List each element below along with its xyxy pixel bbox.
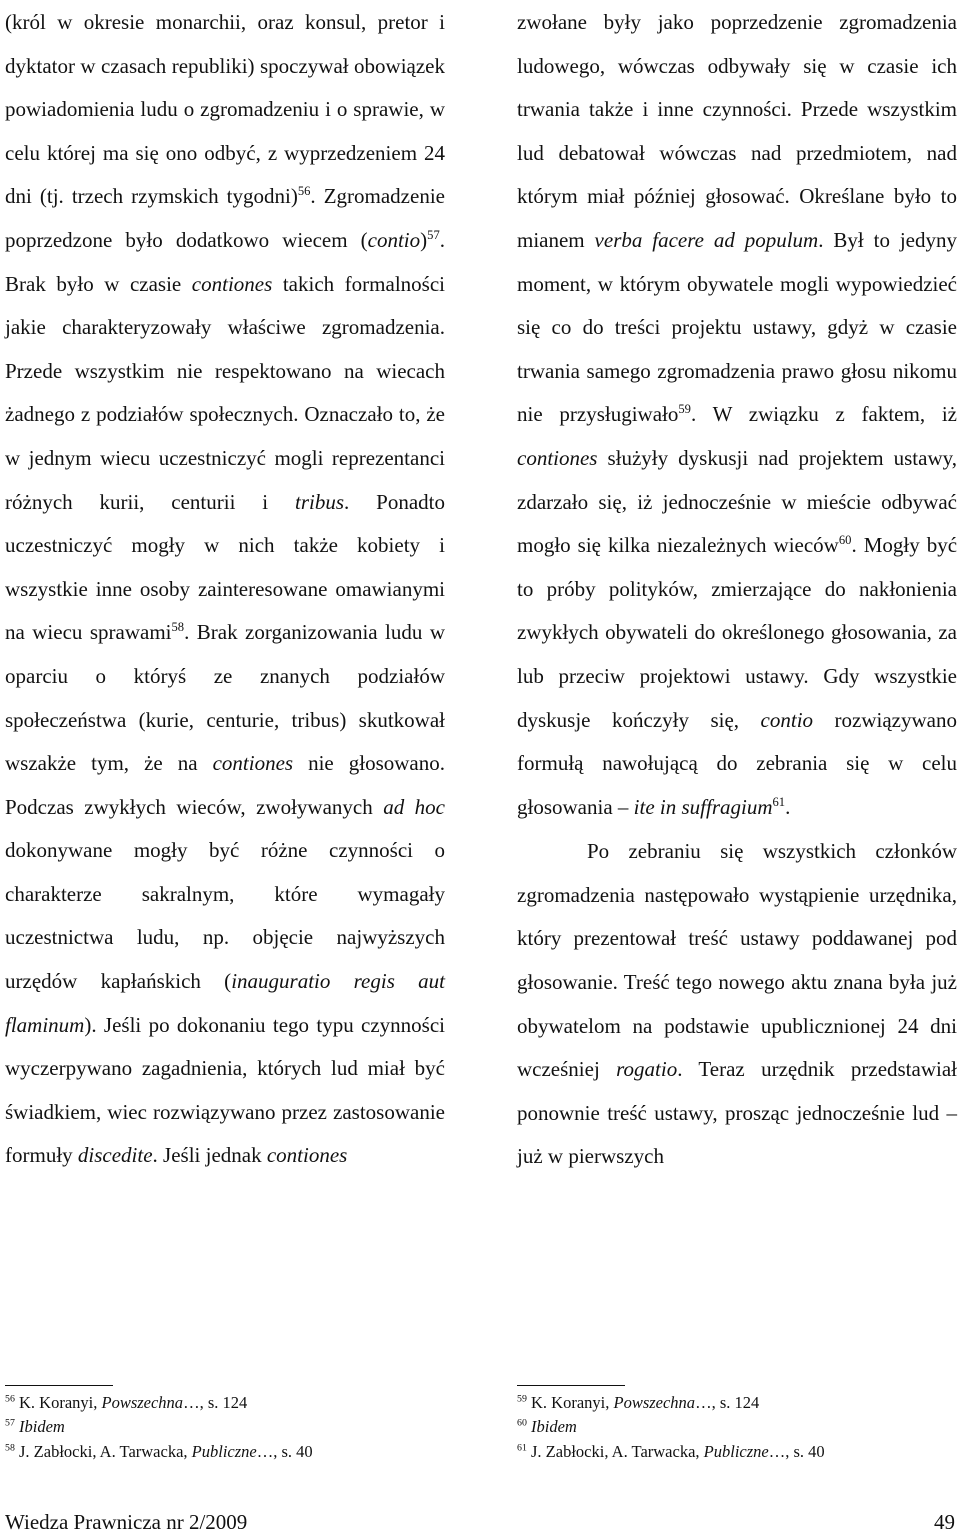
right-footnotes: [517, 1385, 957, 1464]
footnote-ref-58: 58: [171, 620, 185, 635]
footnote-58: $^{58}$ J. Zabłocki, A. Tarwacka, Publiczne…, s. 40: [5, 1441, 313, 1461]
left-column: [5, 0, 445, 1178]
footnote-ref-60: 60: [838, 533, 852, 548]
footnote-ref-61: 61: [772, 794, 786, 809]
footnote-ref-59: 59: [678, 402, 691, 417]
footnote-59: $^{59}$ K. Koranyi, Powszechna…, s. 124: [517, 1393, 760, 1412]
right-paragraph-2: Po zebraniu się wszystkich członków zgromadzenia następowało wystąpienie urzędnika, który prezentował treść ustawy poddawanej pod głosowanie. Treść tego nowego aktu znana była już obywatelom na podstawie upublicznionej 24 dni wcześniej rogatio. Teraz urzędnik przedstawiał ponownie treść ustawy, prosząc jednocześnie lud – już w pierwszych: [517, 839, 957, 1169]
footnote-rule: [5, 1385, 113, 1386]
left-paragraph: (król w okresie monarchii, oraz konsul, pretor i dyktator w czasach republiki) spoczywał obowiązek powiadomienia ludu o zgromadzeniu i o sprawie, w celu której ma się ono odbyć, z wyprzedzeniem 24 dni (tj. trzech rzymskich tygodni)$^{56}$. Zgromadzenie poprzedzone było dodatkowo wiecem (contio)$^{57}$. Brak było w czasie contiones takich formalności jakie charakteryzowały właściwe zgromadzenia. Przede wszystkim nie respektowano na wiecach żadnego z podziałów społecznych. Oznaczało to, że w jednym wiecu uczestniczyć mogli reprezentanci różnych kurii, centurii i tribus. Ponadto uczestniczyć mogły w nich także kobiety i wszystkie inne osoby zainteresowane omawianymi na wiecu sprawami$^{58}$. Brak zorganizowania ludu w oparciu o któryś ze znanych podziałów społeczeństwa (kurie, centurie, tribus) skutkował wszakże tym, że na contiones nie głosowano. Podczas zwykłych wieców, zwoływanych ad hoc dokonywane mogły być różne czynności o charakterze sakralnym, które wymagały uczestnictwa ludu, np. objęcie najwyższych urzędów kapłańskich (inauguratio regis aut flaminum). Jeśli po dokonaniu tego typu czynności wyczerpywano zagadnienia, których lud miał być świadkiem, wiec rozwiązywano przez zastosowanie formuły discedite. Jeśli jednak contiones: [5, 10, 446, 1168]
footnote-56: $^{56}$ K. Koranyi, Powszechna…, s. 124: [5, 1393, 248, 1412]
footnote-rule: [517, 1385, 625, 1386]
left-footnotes: [5, 1385, 445, 1464]
footnote-60: $^{60}$ Ibidem: [517, 1417, 577, 1437]
right-paragraph-1: zwołane były jako poprzedzenie zgromadzenia ludowego, wówczas odbywały się w czasie ich trwania także i inne czynności. Przede wszystkim lud debatował wówczas nad przedmiotem, nad którym miał później głosować. Określane było to mianem verba facere ad populum. Był to jedyny moment, w którym obywatele mogli wypowiedzieć się co do treści projektu ustawy, gdyż w czasie trwania samego zgromadzenia prawo głosu nikomu nie przysługiwało$^{59}$. W związku z faktem, iż contiones służyły dyskusji nad projektem ustawy, zdarzało się, iż jednocześnie w mieście odbywać mogło się kilka niezależnych wieców$^{60}$. Mogły być to próby polityków, zmierzające do nakłonienia zwykłych obywateli do określonego głosowania, za lub przeciw projektowi ustawy. Gdy wszystkie dyskusje kończyły się, contio rozwiązywano formułą nawołującą do zebrania się w celu głosowania – ite in suffragium$^{61}$.: [517, 10, 958, 819]
footnote-ref-57: 57: [427, 227, 440, 242]
footnote-61: $^{61}$ J. Zabłocki, A. Tarwacka, Publiczne…, s. 40: [517, 1441, 825, 1461]
footnote-57: $^{57}$ Ibidem: [5, 1417, 65, 1437]
footnote-ref-56: 56: [297, 184, 311, 199]
journal-title: Wiedza Prawnicza nr 2/2009: [5, 1510, 248, 1534]
page-footer: [5, 1508, 955, 1537]
page-number: 49: [934, 1510, 955, 1534]
right-column: [517, 0, 957, 1179]
